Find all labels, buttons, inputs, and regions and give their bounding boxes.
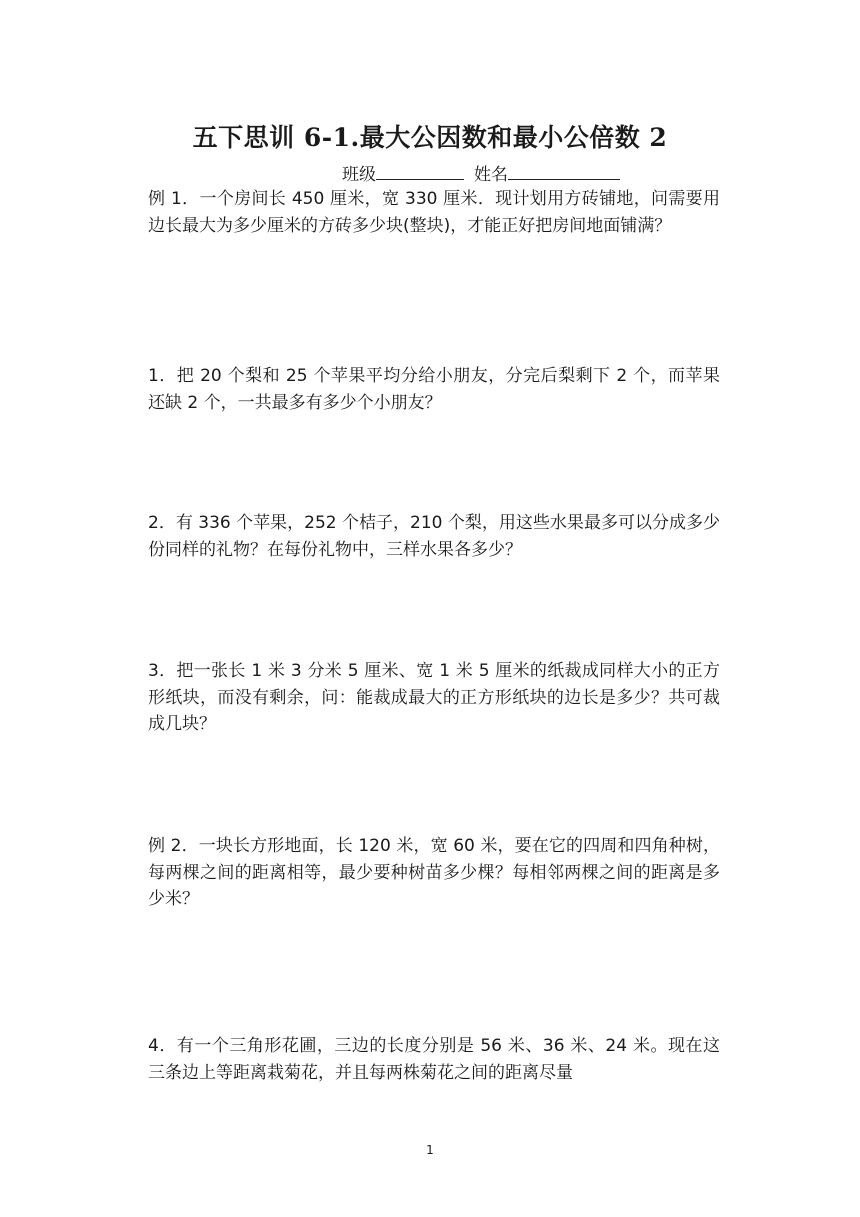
class-label: 班级 xyxy=(342,165,376,185)
problem-1: 1．把 20 个梨和 25 个苹果平均分给小朋友，分完后梨剩下 2 个，而苹果还缺 2 个，一共最多有多少个小朋友？ xyxy=(148,366,720,413)
problem-example-1: 例 1．一个房间长 450 厘米，宽 330 厘米．现计划用方砖铺地，问需要用边长最大为多少厘米的方砖多少块(整块)，才能正好把房间地面铺满？ xyxy=(148,189,720,236)
problem-4: 4．有一个三角形花圃，三边的长度分别是 56 米、36 米、24 米。现在这三条边上等距离栽菊花，并且每两株菊花之间的距离尽量 xyxy=(148,1036,720,1083)
page-number: 1 xyxy=(426,1143,434,1157)
class-blank[interactable] xyxy=(376,163,464,180)
page-title: 五下思训 6-1.最大公因数和最小公倍数 2 xyxy=(192,123,668,152)
problem-2: 2．有 336 个苹果，252 个桔子，210 个梨，用这些水果最多可以分成多少份同样的礼物？在每份礼物中，三样水果各多少？ xyxy=(148,513,720,560)
problem-example-2: 例 2．一块长方形地面，长 120 米，宽 60 米，要在它的四周和四角种树，每两棵之间的距离相等，最少要种树苗多少棵？每相邻两棵之间的距离是多少米？ xyxy=(148,836,720,909)
name-label: 姓名 xyxy=(474,165,508,185)
name-blank[interactable] xyxy=(508,163,620,180)
class-name-line xyxy=(342,160,620,185)
problem-3: 3．把一张长 1 米 3 分米 5 厘米、宽 1 米 5 厘米的纸裁成同样大小的正方形纸块，而没有剩余，问：能裁成最大的正方形纸块的边长是多少？共可裁成几块？ xyxy=(148,661,720,734)
